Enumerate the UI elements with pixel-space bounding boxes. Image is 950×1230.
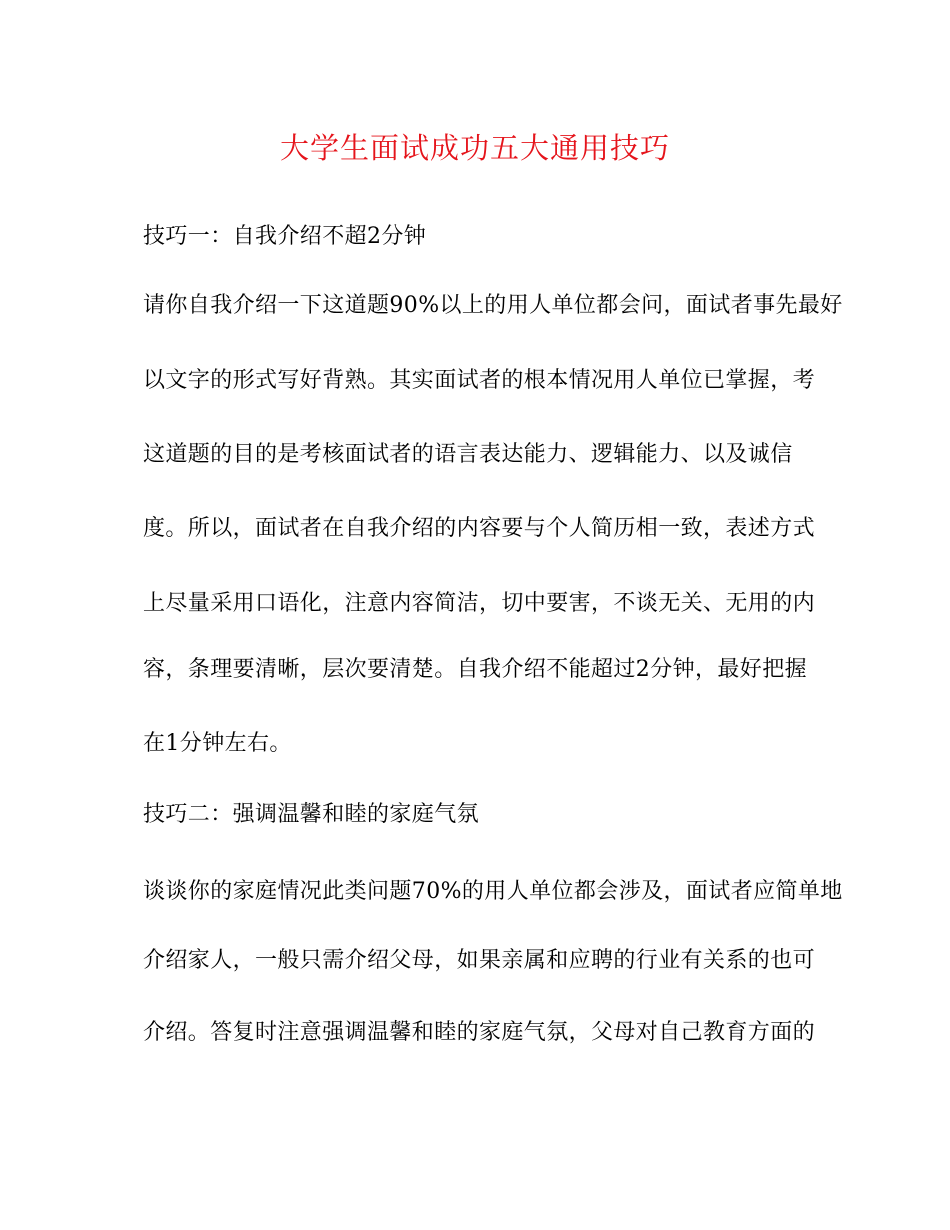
document-title: 大学生面试成功五大通用技巧 [279,131,670,165]
paragraph-line: 谈谈你的家庭情况此类问题70%的用人单位都会涉及，面试者应简单地 [143,879,843,904]
paragraph-line: 上尽量采用口语化，注意内容简洁，切中要害，不谈无关、无用的内 [143,591,816,616]
paragraph-line: 在1分钟左右。 [143,731,292,756]
paragraph-line: 这道题的目的是考核面试者的语言表达能力、逻辑能力、以及诚信 [143,442,793,467]
paragraph-line: 介绍。答复时注意强调温馨和睦的家庭气氛，父母对自己教育方面的 [143,1020,816,1045]
paragraph-line: 容，条理要清晰，层次要清楚。自我介绍不能超过2分钟，最好把握 [143,657,807,682]
heading-tip-two: 技巧二：强调温馨和睦的家庭气氛 [143,802,480,827]
heading-tip-one: 技巧一：自我介绍不超2分钟 [143,224,427,249]
paragraph-line: 度。所以，面试者在自我介绍的内容要与个人简历相一致，表述方式 [143,516,816,541]
paragraph-line: 介绍家人，一般只需介绍父母，如果亲属和应聘的行业有关系的也可 [143,948,816,973]
paragraph-line: 以文字的形式写好背熟。其实面试者的根本情况用人单位已掌握，考 [143,368,816,393]
paragraph-line: 请你自我介绍一下这道题90%以上的用人单位都会问，面试者事先最好 [143,293,843,318]
